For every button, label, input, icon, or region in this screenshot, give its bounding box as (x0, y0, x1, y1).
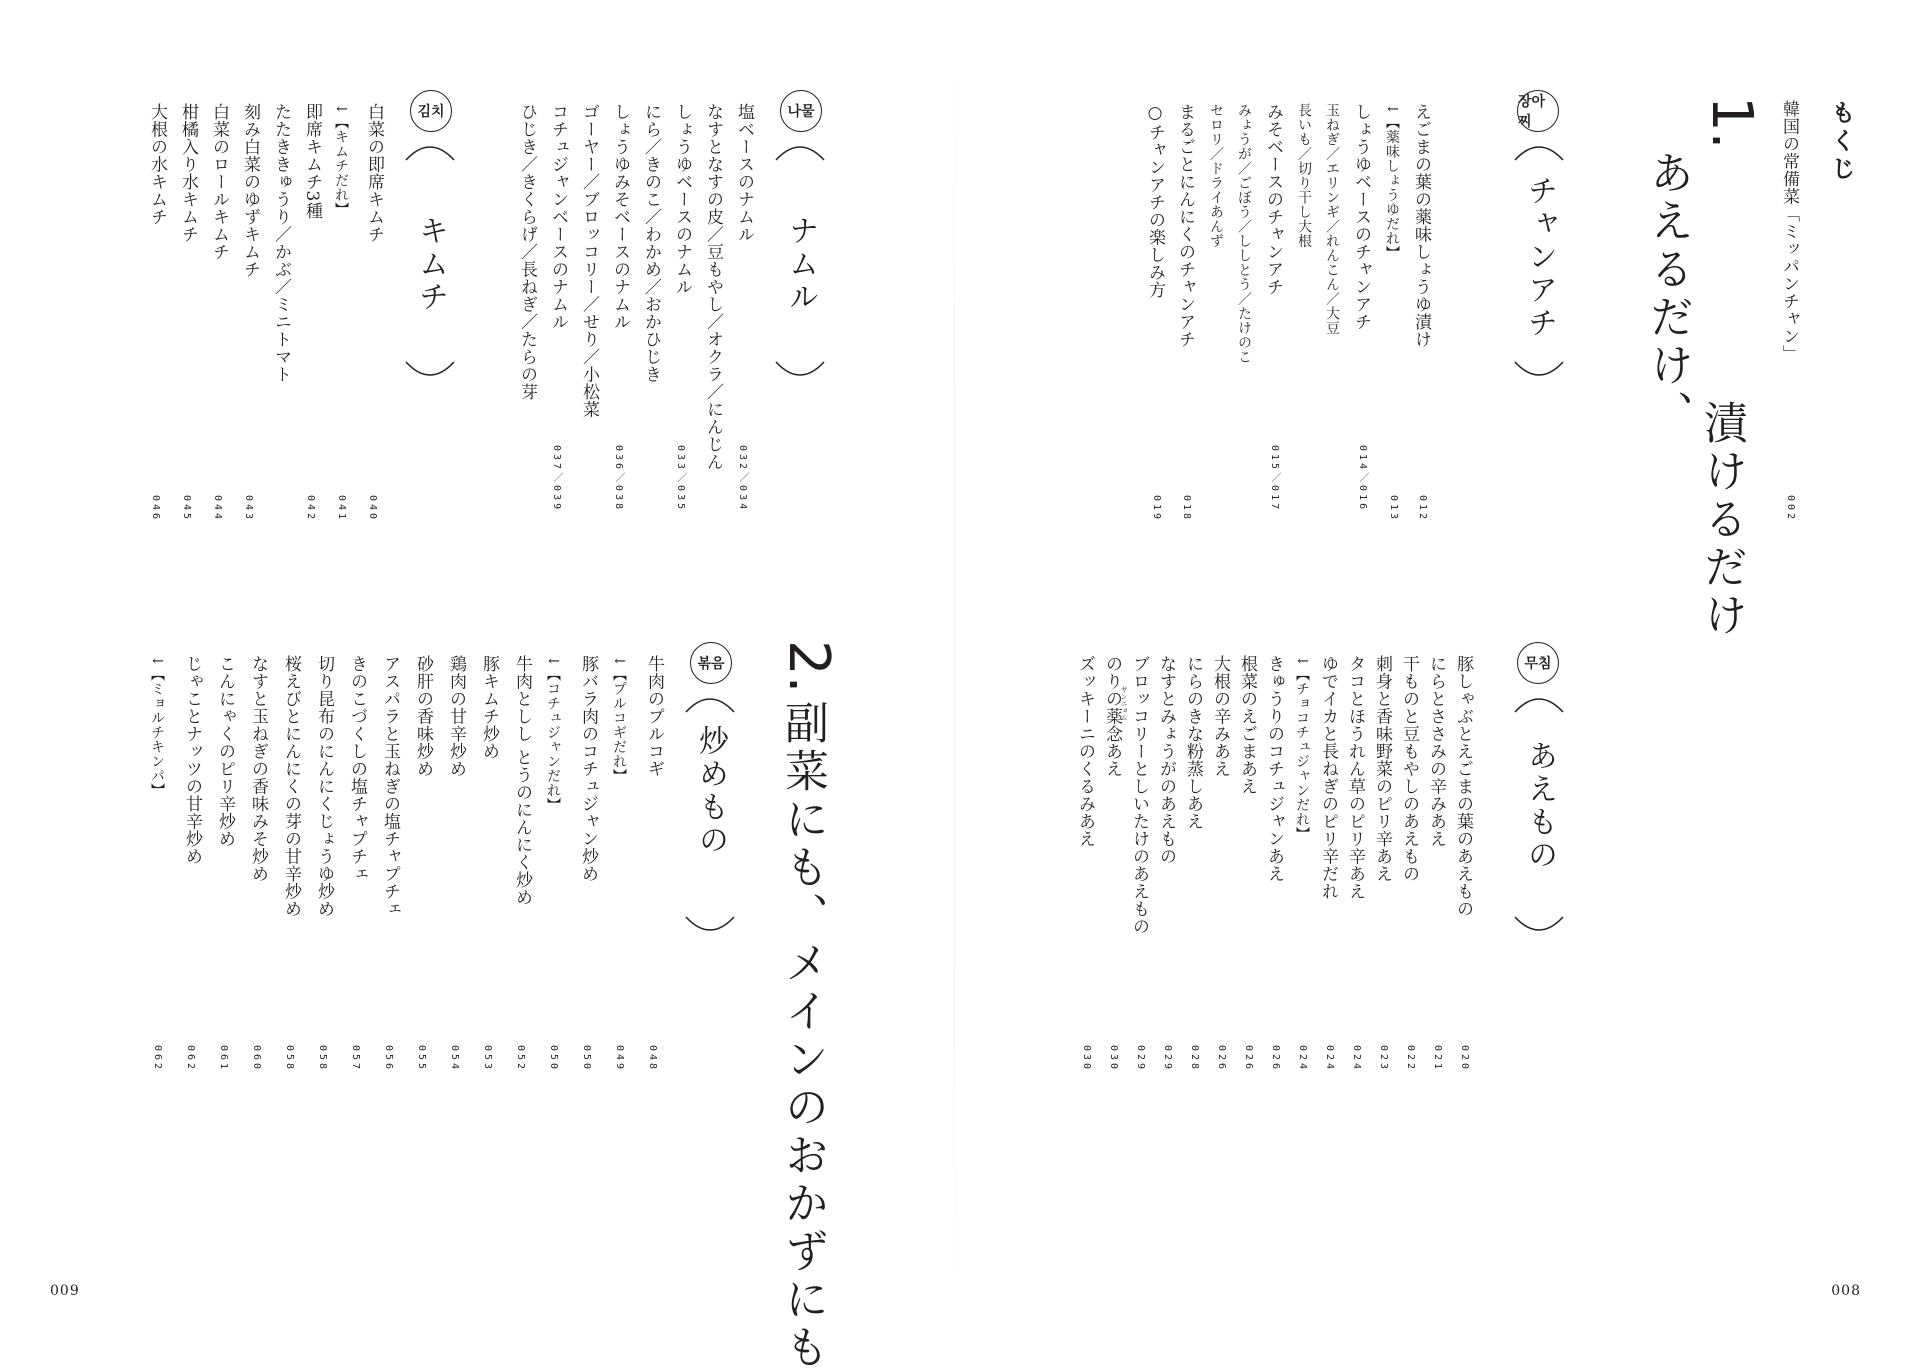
toc-page-number: 041 (336, 495, 347, 523)
toc-page-number: 049 (614, 1045, 625, 1073)
toc-page-number: 020 (1459, 1045, 1470, 1073)
toc-page-number: 021 (1432, 1045, 1443, 1073)
toc-entry: ↓【キムチだれ】 (333, 103, 349, 217)
toc-page-number: 012 (1417, 495, 1428, 523)
toc-entry: 干ものと豆もやしのあえもの (1399, 655, 1419, 883)
toc-page-number: 062 (152, 1045, 163, 1073)
toc-page-number: 029 (1162, 1045, 1173, 1073)
toc-entry: ゆでイカと長ねぎのピリ辛だれ (1318, 655, 1338, 900)
toc-page-number: 028 (1189, 1045, 1200, 1073)
toc-entry: 刺身と香味野菜のピリ辛あえ (1372, 655, 1392, 883)
toc-entry: ↓【薬味しょうゆだれ】 (1384, 103, 1400, 261)
toc-entry: みそベースのチャンアチ (1263, 103, 1283, 296)
toc-page-number: 014／016 (1357, 445, 1368, 513)
toc-entry: ↓【コチュジャンだれ】 (545, 655, 561, 813)
folio-left: 009 (50, 1283, 80, 1299)
toc-entry: きゅうりのコチュジャンあえ (1264, 655, 1284, 883)
section-bracket-top (682, 690, 738, 714)
toc-entry: 根菜のえごまあえ (1237, 655, 1257, 795)
toc-page-number: 029 (1135, 1045, 1146, 1073)
toc-entry: えごまの葉の薬味しょうゆ漬け (1411, 103, 1431, 348)
toc-page-number: 055 (416, 1045, 427, 1073)
toc-page-number: 061 (218, 1045, 229, 1073)
toc-entry: にら／きのこ／わかめ／おかひじき (641, 103, 661, 383)
toc-entry: 白菜の即席キムチ (364, 103, 384, 243)
chapter2-number: 2. (776, 640, 841, 694)
section-bracket-top (1511, 690, 1567, 714)
section-badge-changachi: 장아찌 (1517, 90, 1559, 132)
toc-page-number: 054 (449, 1045, 460, 1073)
intro-entry: 韓国の常備菜「ミッパンチャン」 (1779, 100, 1799, 363)
toc-page-number: 036／038 (613, 445, 624, 513)
toc-page-number: 050 (581, 1045, 592, 1073)
toc-page-number: 058 (317, 1045, 328, 1073)
toc-entry: ↓【プルコギだれ】 (611, 655, 627, 784)
toc-entry: なすと玉ねぎの香味みそ炒め (248, 655, 268, 883)
chapter1-title-line2: 漬けるだけ (1696, 400, 1747, 640)
toc-entry: みょうが／ごぼう／ししとう／たけのこ (1236, 103, 1252, 364)
folio-right: 008 (1831, 1283, 1861, 1299)
toc-page-number: 024 (1324, 1045, 1335, 1073)
section-badge-aemono: 무침 (1517, 642, 1559, 684)
toc-entry: 大根の辛みあえ (1210, 655, 1230, 778)
toc-entry: 切り昆布のにんにくじょうゆ炒め (314, 655, 334, 918)
toc-entry: 柑橘入り水キムチ (178, 103, 198, 243)
toc-page-number: 044 (212, 495, 223, 523)
toc-page-number: 052 (515, 1045, 526, 1073)
toc-page-number: 033／035 (675, 445, 686, 513)
toc-page-number: 018 (1181, 495, 1192, 523)
toc-page-number: 019 (1151, 495, 1162, 523)
toc-entry: しょうゆベースのチャンアチ (1351, 103, 1371, 331)
toc-page-number: 030 (1081, 1045, 1092, 1073)
section-bracket-top (1511, 138, 1567, 162)
toc-page-number: 056 (383, 1045, 394, 1073)
section-bracket-top (402, 138, 458, 162)
toc-page-number: 026 (1243, 1045, 1254, 1073)
right-page (955, 0, 1909, 1350)
section-title-itamemono: 炒めもの (693, 725, 728, 857)
toc-entry: アスパラと玉ねぎの塩チャプチェ (380, 655, 400, 918)
ruby-annotation: ヤンニョム (1120, 686, 1128, 721)
toc-page-number: 060 (251, 1045, 262, 1073)
toc-entry: 豚バラ肉のコチュジャン炒め (578, 655, 598, 883)
toc-page-number: 013 (1388, 495, 1399, 523)
toc-entry: なすとみょうがのあえもの (1156, 655, 1176, 865)
section-bracket-bottom (1511, 360, 1567, 384)
toc-page-number: 046 (150, 495, 161, 523)
toc-entry: 即席キムチ3種 (302, 103, 322, 220)
section-badge-itamemono: 볶음 (690, 642, 732, 684)
toc-entry: しょうゆみそベースのナムル (610, 103, 630, 331)
section-title-changachi: チャンアチ (1522, 175, 1557, 340)
toc-page-number: 024 (1351, 1045, 1362, 1073)
toc-page-number: 050 (548, 1045, 559, 1073)
toc-heading: もくじ (1827, 100, 1855, 184)
section-title-kimchi: キムチ (413, 215, 448, 314)
toc-page-number: 058 (284, 1045, 295, 1073)
toc-entry: 桜えびとにんにくの芽の甘辛炒め (281, 655, 301, 918)
toc-page-number: 026 (1270, 1045, 1281, 1073)
toc-page-number: 024 (1297, 1045, 1308, 1073)
toc-entry: 塩ベースのナムル (734, 103, 754, 243)
toc-entry: 白菜のロールキムチ (209, 103, 229, 261)
toc-entry: 牛肉のプルコギ (644, 655, 664, 778)
toc-entry: タコとほうれん草のピリ辛あえ (1345, 655, 1365, 900)
toc-entry: ひじき／きくらげ／長ねぎ／たらの芽 (517, 103, 537, 401)
toc-page-number: 032／034 (737, 445, 748, 513)
toc-page-number: 057 (350, 1045, 361, 1073)
chapter1-number: 1. (1699, 96, 1764, 150)
toc-page-number: 015／017 (1269, 445, 1280, 513)
toc-entry: なすとなすの皮／豆もやし／オクラ／にんじん (703, 103, 723, 471)
toc-page-number: 043 (243, 495, 254, 523)
toc-entry: にらとささみの辛みあえ (1426, 655, 1446, 848)
toc-entry: 鶏肉の甘辛炒め (446, 655, 466, 778)
toc-entry: コチュジャンベースのナムル (548, 103, 568, 331)
toc-entry: 砂肝の香味炒め (413, 655, 433, 778)
toc-entry: 刻み白菜のゆずキムチ (240, 103, 260, 278)
toc-entry: 玉ねぎ／エリンギ／れんこん／大豆 (1324, 103, 1340, 335)
toc-entry: 長いも／切り干し大根 (1296, 103, 1312, 248)
toc-page-number: 040 (367, 495, 378, 523)
toc-page-number: 030 (1108, 1045, 1119, 1073)
section-badge-kimchi: 김치 (410, 90, 452, 132)
toc-entry: 牛肉としし とうのにんにく炒め (512, 655, 532, 906)
toc-entry: 豚キムチ炒め (479, 655, 499, 760)
toc-page-number: 042 (305, 495, 316, 523)
toc-entry: のりの薬念あえ (1102, 655, 1122, 778)
toc-page-number: 048 (647, 1045, 658, 1073)
chapter1-title-line1: あえるだけ、 (1642, 150, 1693, 438)
toc-page-number: 022 (1405, 1045, 1416, 1073)
toc-page-number: 053 (482, 1045, 493, 1073)
toc-page-number: 026 (1216, 1045, 1227, 1073)
toc-entry: ズッキーニのくるみあえ (1075, 655, 1095, 848)
toc-entry: セロリ／ドライあんず (1208, 103, 1224, 248)
toc-page-number: 037／039 (551, 445, 562, 513)
toc-entry: にらのきな粉蒸しあえ (1183, 655, 1203, 830)
section-title-aemono: あえもの (1522, 740, 1557, 872)
toc-entry: こんにゃくのピリ辛炒め (215, 655, 235, 848)
toc-entry: ブロッコリーとしいたけのあえもの (1129, 655, 1149, 935)
section-bracket-bottom (1511, 915, 1567, 939)
left-page (0, 0, 954, 1372)
toc-page-number: 062 (185, 1045, 196, 1073)
section-bracket-bottom (402, 360, 458, 384)
section-title-namul: ナムル (783, 215, 818, 314)
toc-entry: じゃことナッツの甘辛炒め (182, 655, 202, 865)
toc-entry: ○チャンアチの楽しみ方 (1145, 103, 1165, 299)
toc-entry: ゴーヤー／ブロッコリー／せり／小松菜 (579, 103, 599, 418)
toc-entry: 大根の水キムチ (147, 103, 167, 226)
section-bracket-bottom (772, 360, 828, 384)
toc-entry: 豚しゃぶとえごまの葉のあえもの (1453, 655, 1473, 918)
intro-page-number: 002 (1785, 495, 1796, 523)
toc-page-number: 023 (1378, 1045, 1389, 1073)
section-bracket-bottom (682, 915, 738, 939)
toc-entry: たたききゅうり／かぶ／ミニトマト (271, 103, 291, 383)
toc-page-number: 045 (181, 495, 192, 523)
toc-entry: ↓【チョコチュジャンだれ】 (1294, 655, 1310, 842)
toc-entry: ↓【ミョルチキンパ】 (149, 655, 165, 798)
toc-entry: まるごとにんにくのチャンアチ (1175, 103, 1195, 348)
chapter2-title: 副菜にも、メインのおかずにも (777, 700, 828, 1372)
section-bracket-top (772, 138, 828, 162)
toc-entry: しょうゆベースのナムル (672, 103, 692, 296)
toc-entry: きのこづくしの塩チャプチェ (347, 655, 367, 883)
section-badge-namul: 나물 (780, 90, 822, 132)
